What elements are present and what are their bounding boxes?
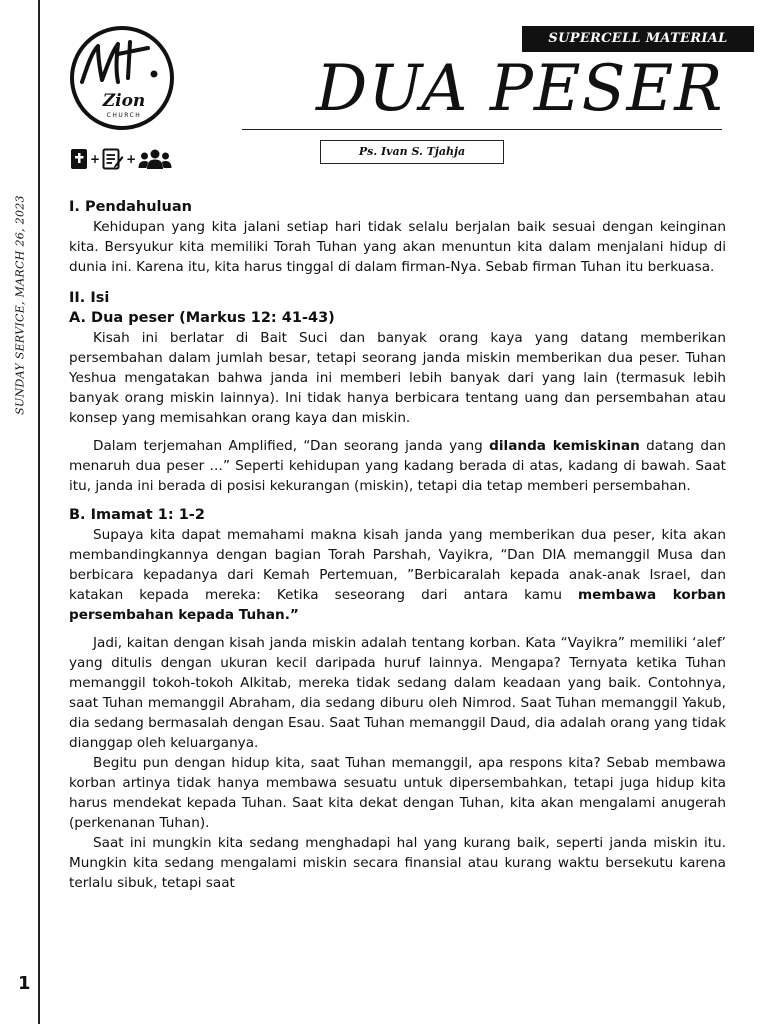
paragraph-text: Dalam terjemahan Amplified, “Dan seorang janda yang	[93, 438, 490, 454]
subsection-heading: B. Imamat 1: 1-2	[69, 507, 205, 523]
group-icon	[138, 148, 172, 170]
paragraph	[69, 436, 726, 496]
page-title: DUA PESER	[316, 52, 724, 126]
paragraph	[69, 525, 726, 625]
emphasis-text: ”	[289, 607, 299, 623]
title-divider	[242, 129, 722, 130]
svg-text:Zion: Zion	[102, 91, 146, 111]
page-number: 1	[18, 973, 31, 994]
bible-icon	[70, 148, 88, 170]
section-heading: I. Pendahuluan	[69, 199, 192, 215]
paragraph: Kehidupan yang kita jalani setiap hari tidak selalu berjalan baik sesuai dengan keinginan kita. Bersyukur kita memiliki Torah Tuhan yang akan menuntun kita dalam menjalani hidup di dunia ini. Karena itu, kita harus tinggal di dalam firman-Nya. Sebab firman Tuhan itu berkuasa.	[69, 219, 726, 275]
paragraph: Kisah ini berlatar di Bait Suci dan banyak orang kaya yang datang memberikan persembahan dalam jumlah besar, tetapi seorang janda miskin memberikan dua peser. Tuhan Yeshua mengatakan bahwa janda ini memberi lebih banyak dari yang lain (termasuk lebih banyak orang miskin lainnya). Ini tidak hanya berbicara tentang uang dan persembahan atau konsep yang memisahkan orang kaya dan miskin.	[69, 330, 726, 426]
section-heading: II. Isi	[69, 290, 110, 306]
paragraph: Begitu pun dengan hidup kita, saat Tuhan memanggil, apa respons kita? Sebab membawa korban artinya tidak hanya membawa sesuatu untuk dipersembahkan, tetapi juga hidup kita harus mendekat kepada Tuhan. Saat kita dekat dengan Tuhan, kita akan mengalami anugerah (perkenanan Tuhan).	[69, 755, 726, 831]
subsection-heading: A. Dua peser (Markus 12: 41-43)	[69, 310, 335, 326]
church-logo	[68, 24, 176, 132]
paragraph-text: Supaya kita dapat memahami makna kisah janda yang memberikan dua peser, kita akan membandingkannya dengan bagian Torah Parshah, Vayikra, “Dan DIA memanggil Musa dan berbicara kepadanya dari Kemah Pertemuan, ”Berbicaralah kepada anak-anak Israel, dan katakan kepada mereka: Ketika seseorang dari antara kamu	[69, 527, 726, 603]
service-date-label: SUNDAY SERVICE, MARCH 26, 2023	[13, 195, 27, 415]
material-badge: SUPERCELL MATERIAL	[522, 26, 754, 52]
emphasis-text: dilanda kemiskinan	[489, 438, 640, 454]
plus-sign: +	[90, 152, 101, 166]
left-margin-rule	[38, 0, 40, 1024]
icon-row	[70, 148, 172, 170]
paragraph: Saat ini mungkin kita sedang menghadapi hal yang kurang baik, seperti janda miskin itu. Mungkin kita sedang mengalami miskin secara finansial atau kurang waktu bersekutu karena terlalu sibuk, tetapi saat	[69, 835, 726, 891]
paragraph-text: datang dan menaruh dua peser …” Seperti kehidupan yang kadang berada di atas, kadang di bawah. Saat itu, janda ini berada di posisi kekurangan (miskin), tetapi dia tetap memberi persembahan.	[69, 438, 726, 494]
emphasis-text: membawa korban persembahan kepada Tuhan.	[69, 587, 726, 623]
notes-icon	[102, 148, 124, 170]
svg-text:CHURCH: CHURCH	[106, 112, 142, 119]
plus-sign: +	[126, 152, 137, 166]
article-body	[69, 197, 726, 893]
author-box: Ps. Ivan S. Tjahja	[320, 140, 504, 164]
paragraph: Jadi, kaitan dengan kisah janda miskin adalah tentang korban. Kata “Vayikra” memiliki ‘alef’ yang ditulis dengan ukuran kecil daripada huruf lainnya. Mengapa? Ternyata ketika Tuhan memanggil tokoh-tokoh Alkitab, mereka tidak sedang dalam keadaan yang baik. Contohnya, saat Tuhan memanggil Abraham, dia sedang diburu oleh Nimrod. Saat Tuhan memanggil Yakub, dia sedang bermasalah dengan Esau. Saat Tuhan memanggil Daud, dia adalah orang yang tidak dianggap oleh keluarganya.	[69, 635, 726, 751]
